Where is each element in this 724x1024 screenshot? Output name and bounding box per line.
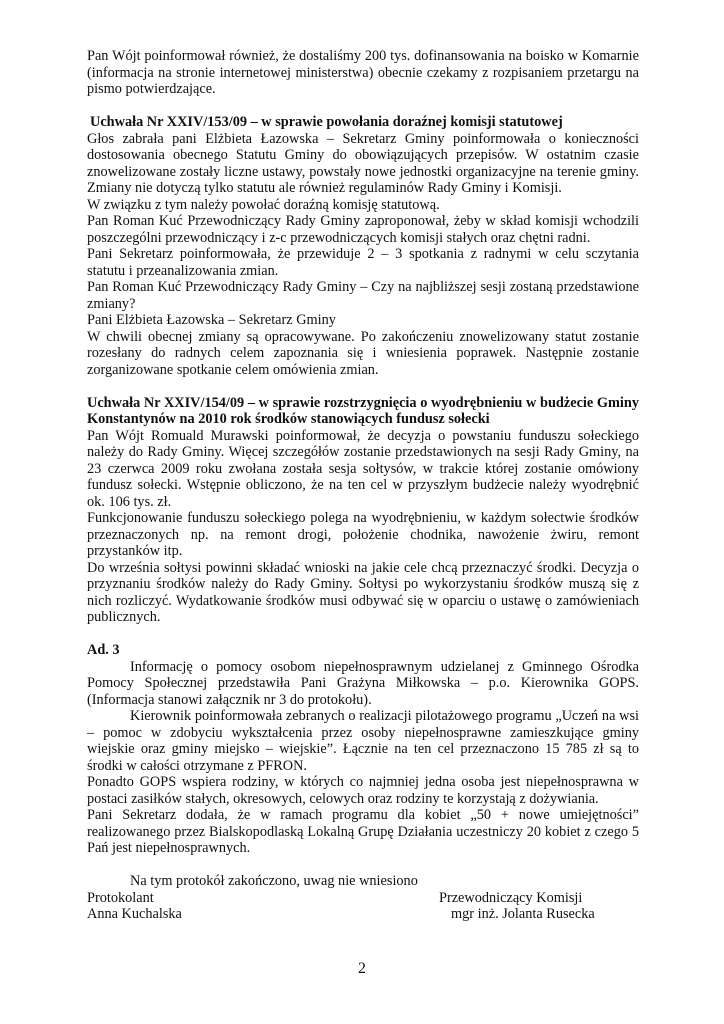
section2-paragraph: Pan Wójt Romuald Murawski poinformował, że decyzja o powstaniu funduszu sołeckiego należy do Rady Gminy. Więcej szczegółów zostanie przedstawionych na sesji Rady Gminy, na 23 czerwca 2009 roku zwołana została sesja sołtysów, w trakcie której zostanie omówiony fundusz sołecki. Wstępnie obliczono, że na ten cel w przyszłym budżecie należy wyodrębnić ok. 106 tys. zł.	[87, 427, 639, 510]
section3-paragraph: Kierownik poinformowała zebranych o realizacji pilotażowego programu „Uczeń na wsi – pomoc w zdobyciu wykształcenia przez osoby niepełnosprawne zamieszkujące gminy wiejskie oraz gminy miejsko – wiejskie”. Łącznie na ten cel przeznaczono 15 785 zł są to środki w całości otrzymane z PFRON.	[87, 708, 639, 774]
protocolist-name: Anna Kuchalska	[87, 906, 182, 922]
section3-paragraph: Pani Sekretarz dodała, że w ramach programu dla kobiet „50 + nowe umiejętności” realizowanego przez Bialskopodlaską Lokalną Grupę Działania uczestniczy 20 kobiet z czego 5 Pań jest niepełnosprawnych.	[87, 807, 639, 856]
section1-paragraph: Pan Roman Kuć Przewodniczący Rady Gminy zaproponował, żeby w skład komisji wchodzili poszczególni przewodniczący i z-c przewodniczących komisji stałych oraz chętni radni.	[87, 213, 639, 246]
section2-heading: Uchwała Nr XXIV/154/09 – w sprawie rozstrzygnięcia o wyodrębnieniu w budżecie Gminy Konstantynów na 2010 rok środków stanowiących fundusz sołecki	[87, 394, 639, 427]
section1-paragraph: Pani Elżbieta Łazowska – Sekretarz Gminy	[87, 312, 336, 328]
closing-statement: Na tym protokół zakończono, uwag nie wniesiono	[130, 873, 418, 889]
chair-name: mgr inż. Jolanta Rusecka	[451, 906, 595, 922]
chair-role: Przewodniczący Komisji	[439, 889, 583, 906]
signature-roles	[87, 890, 639, 907]
section1-heading: Uchwała Nr XXIV/153/09 – w sprawie powołania doraźnej komisji statutowej	[90, 114, 563, 130]
intro-paragraph: Pan Wójt poinformował również, że dostaliśmy 200 tys. dofinansowania na boisko w Komarnie (informacja na stronie internetowej ministerstwa) obecnie czekamy z rozpisaniem przetargu na pismo potwierdzające.	[87, 48, 639, 97]
section1-paragraph: W chwili obecnej zmiany są opracowywane. Po zakończeniu znowelizowany statut zostanie rozesłany do radnych celem zapoznania się i wniesienia poprawek. Następnie zostanie zorganizowane spotkanie celem omówienia zmian.	[87, 328, 639, 378]
section1-paragraph: Pani Sekretarz poinformowała, że przewiduje 2 – 3 spotkania z radnymi w celu sczytania statutu i przeanalizowania zmian.	[87, 246, 639, 279]
section2-paragraph: Do września sołtysi powinni składać wnioski na jakie cele chcą przeznaczyć środki. Decyzja o przyznaniu środków należy do Rady Gminy. Sołtysi po wykorzystaniu środków muszą się z nich rozliczyć. Wydatkowanie środków musi odbywać się w oparciu o ustawę o zamówieniach publicznych.	[87, 559, 639, 625]
section1-paragraph: Głos zabrała pani Elżbieta Łazowska – Sekretarz Gminy poinformowała o konieczności dostosowania obecnego Statutu Gminy do obowiązujących przepisów. W ostatnim czasie znowelizowane zostały liczne ustawy, powstały nowe jednostki organizacyjne na terenie gminy. Zmiany nie dotyczą tylko statutu ale również regulaminów Rady Gminy i Komisji.	[87, 130, 639, 196]
signature-names	[87, 906, 639, 923]
section1-paragraph: Pan Roman Kuć Przewodniczący Rady Gminy – Czy na najbliższej sesji zostaną przedstawione zmiany?	[87, 279, 639, 312]
section1-paragraph: W związku z tym należy powołać doraźną komisję statutową.	[87, 196, 440, 213]
section3-paragraph: Ponadto GOPS wspiera rodziny, w których co najmniej jedna osoba jest niepełnosprawna w postaci zasiłków stałych, okresowych, celowych oraz rodziny te korzystają z dożywiania.	[87, 774, 639, 807]
section2-paragraph: Funkcjonowanie funduszu sołeckiego polega na wyodrębnieniu, w każdym sołectwie środków przeznaczonych np. na remont drogi, położenie chodnika, nawożenie żwiru, remont przystanków itp.	[87, 510, 639, 559]
section3-heading: Ad. 3	[87, 642, 120, 658]
page-number: 2	[358, 960, 366, 977]
document-page	[87, 48, 639, 923]
protocolist-role: Protokolant	[87, 889, 154, 906]
section3-paragraph: Informację o pomocy osobom niepełnosprawnym udzielanej z Gminnego Ośrodka Pomocy Społecznej przedstawiła Pani Grażyna Miłkowska – p.o. Kierownika GOPS. (Informacja stanowi załącznik nr 3 do protokołu).	[87, 658, 639, 708]
